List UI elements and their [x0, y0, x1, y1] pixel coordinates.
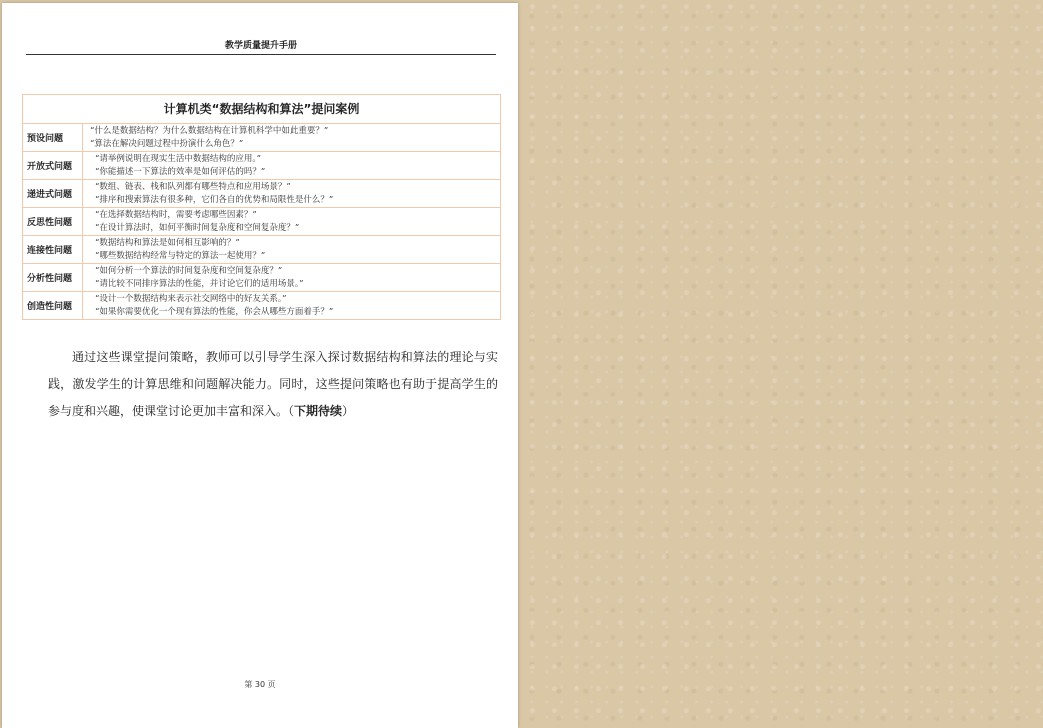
row-questions [83, 152, 500, 179]
page-header: 教学质量提升手册 [26, 40, 496, 55]
row-questions [83, 124, 500, 151]
question-text: “如何分析一个算法的时间复杂度和空间复杂度？” [95, 265, 283, 276]
row-label: 递进式问题 [23, 180, 83, 207]
question-text: “排序和搜索算法有很多种，它们各自的优势和局限性是什么？” [95, 194, 334, 205]
row-questions [83, 236, 500, 263]
row-label: 预设问题 [23, 124, 83, 151]
question-text: “算法在解决问题过程中扮演什么角色？” [90, 138, 244, 149]
row-label: 开放式问题 [23, 152, 83, 179]
document-page [2, 3, 518, 728]
row-questions [83, 180, 500, 207]
row-questions [83, 292, 500, 319]
question-table [22, 94, 501, 320]
table-title: 计算机类“数据结构和算法”提问案例 [23, 95, 500, 124]
question-text: “在设计算法时，如何平衡时间复杂度和空间复杂度？” [95, 222, 300, 233]
question-text: “哪些数据结构经常与特定的算法一起使用？” [95, 250, 266, 261]
table-row [23, 264, 500, 292]
question-text: “什么是数据结构？为什么数据结构在计算机科学中如此重要？” [90, 125, 329, 136]
question-text: “如果你需要优化一个现有算法的性能，你会从哪些方面着手？” [95, 306, 334, 317]
question-text: “请举例说明在现实生活中数据结构的应用。” [95, 153, 261, 164]
row-label: 连接性问题 [23, 236, 83, 263]
paragraph-bold-text: 下期待续 [294, 404, 343, 418]
question-text: “你能描述一下算法的效率是如何评估的吗？” [95, 166, 266, 177]
table-row [23, 180, 500, 208]
page-number: 第 30 页 [244, 680, 276, 689]
question-text: “在选择数据结构时，需要考虑哪些因素？” [95, 209, 257, 220]
body-paragraph [48, 344, 498, 425]
paragraph-end: ） [342, 404, 355, 418]
row-label: 反思性问题 [23, 208, 83, 235]
table-row [23, 292, 500, 319]
table-row [23, 236, 500, 264]
row-label: 创造性问题 [23, 292, 83, 319]
table-row [23, 152, 500, 180]
table-row [23, 124, 500, 152]
paragraph-text: 通过这些课堂提问策略，教师可以引导学生深入探讨数据结构和算法的理论与实践，激发学生的计算思维和问题解决能力。同时，这些提问策略也有助于提高学生的参与度和兴趣，使课堂讨论更加丰富和深入。（ [48, 350, 498, 418]
row-questions [83, 264, 500, 291]
table-row [23, 208, 500, 236]
row-label: 分析性问题 [23, 264, 83, 291]
question-text: “数据结构和算法是如何相互影响的？” [95, 237, 240, 248]
question-text: “数组、链表、栈和队列都有哪些特点和应用场景？” [95, 181, 291, 192]
question-text: “设计一个数据结构来表示社交网络中的好友关系。” [95, 293, 287, 304]
question-text: “请比较不同排序算法的性能，并讨论它们的适用场景。” [95, 278, 304, 289]
row-questions [83, 208, 500, 235]
